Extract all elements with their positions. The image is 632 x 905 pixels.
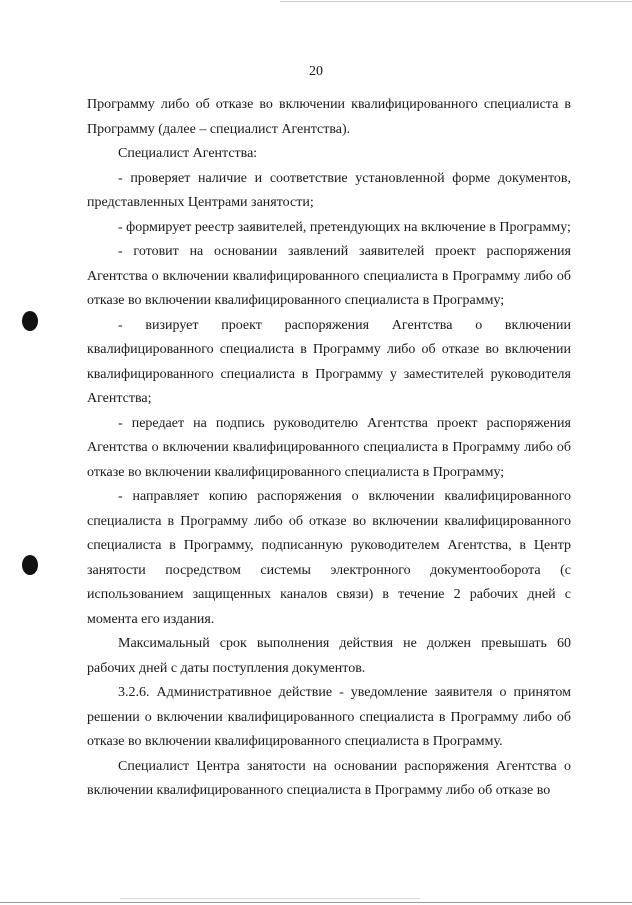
list-item: - передает на подпись руководителю Агентства проект распоряжения Агентства о включении квалифицированного специалиста в Программу либо об отказе во включении квалифицированного специалиста в Программу; [87,415,571,480]
list-item: - направляет копию распоряжения о включении квалифицированного специалиста в Программу либо об отказе во включении квалифицированного специалиста в Программу, подписанную руководителем Агентства, в Центр занятости посредством системы электронного документооборота (с использованием защищенных каналов связи) в течение 2 рабочих дней с момента его издания. [87,489,571,627]
scan-edge-top [280,1,632,2]
punch-hole-upper [22,311,38,331]
paragraph: Специалист Центра занятости на основании распоряжения Агентства о включении квалифицированного специалиста в Программу либо об отказе во [87,758,571,798]
page-number: 20 [309,64,323,79]
document-body [87,93,571,804]
list-item: - формирует реестр заявителей, претендующих на включение в Программу; [118,219,571,235]
list-item: - проверяет наличие и соответствие установленной форме документов, представленных Центрами занятости; [87,170,571,210]
scan-edge-bottom [0,902,632,903]
scan-edge-bottom-inner [120,898,420,899]
paragraph: Максимальный срок выполнения действия не должен превышать 60 рабочих дней с даты поступления документов. [87,636,571,676]
paragraph: Программу либо об отказе во включении квалифицированного специалиста в Программу (далее – специалист Агентства). [87,97,571,137]
paragraph: Специалист Агентства: [118,146,258,161]
list-item: - готовит на основании заявлений заявителей проект распоряжения Агентства о включении квалифицированного специалиста в Программу либо об отказе во включении квалифицированного специалиста в Программу; [87,244,571,308]
punch-hole-lower [22,555,38,575]
section-heading-paragraph: 3.2.6. Административное действие - уведомление заявителя о принятом решении о включении квалифицированного специалиста в Программу либо об отказе во включении квалифицированного специалиста в Программу. [87,685,571,749]
list-item: - визирует проект распоряжения Агентства о включении квалифицированного специалиста в Программу либо об отказе во включении квалифицированного специалиста в Программу у заместителей руководителя Агентства; [87,317,571,406]
